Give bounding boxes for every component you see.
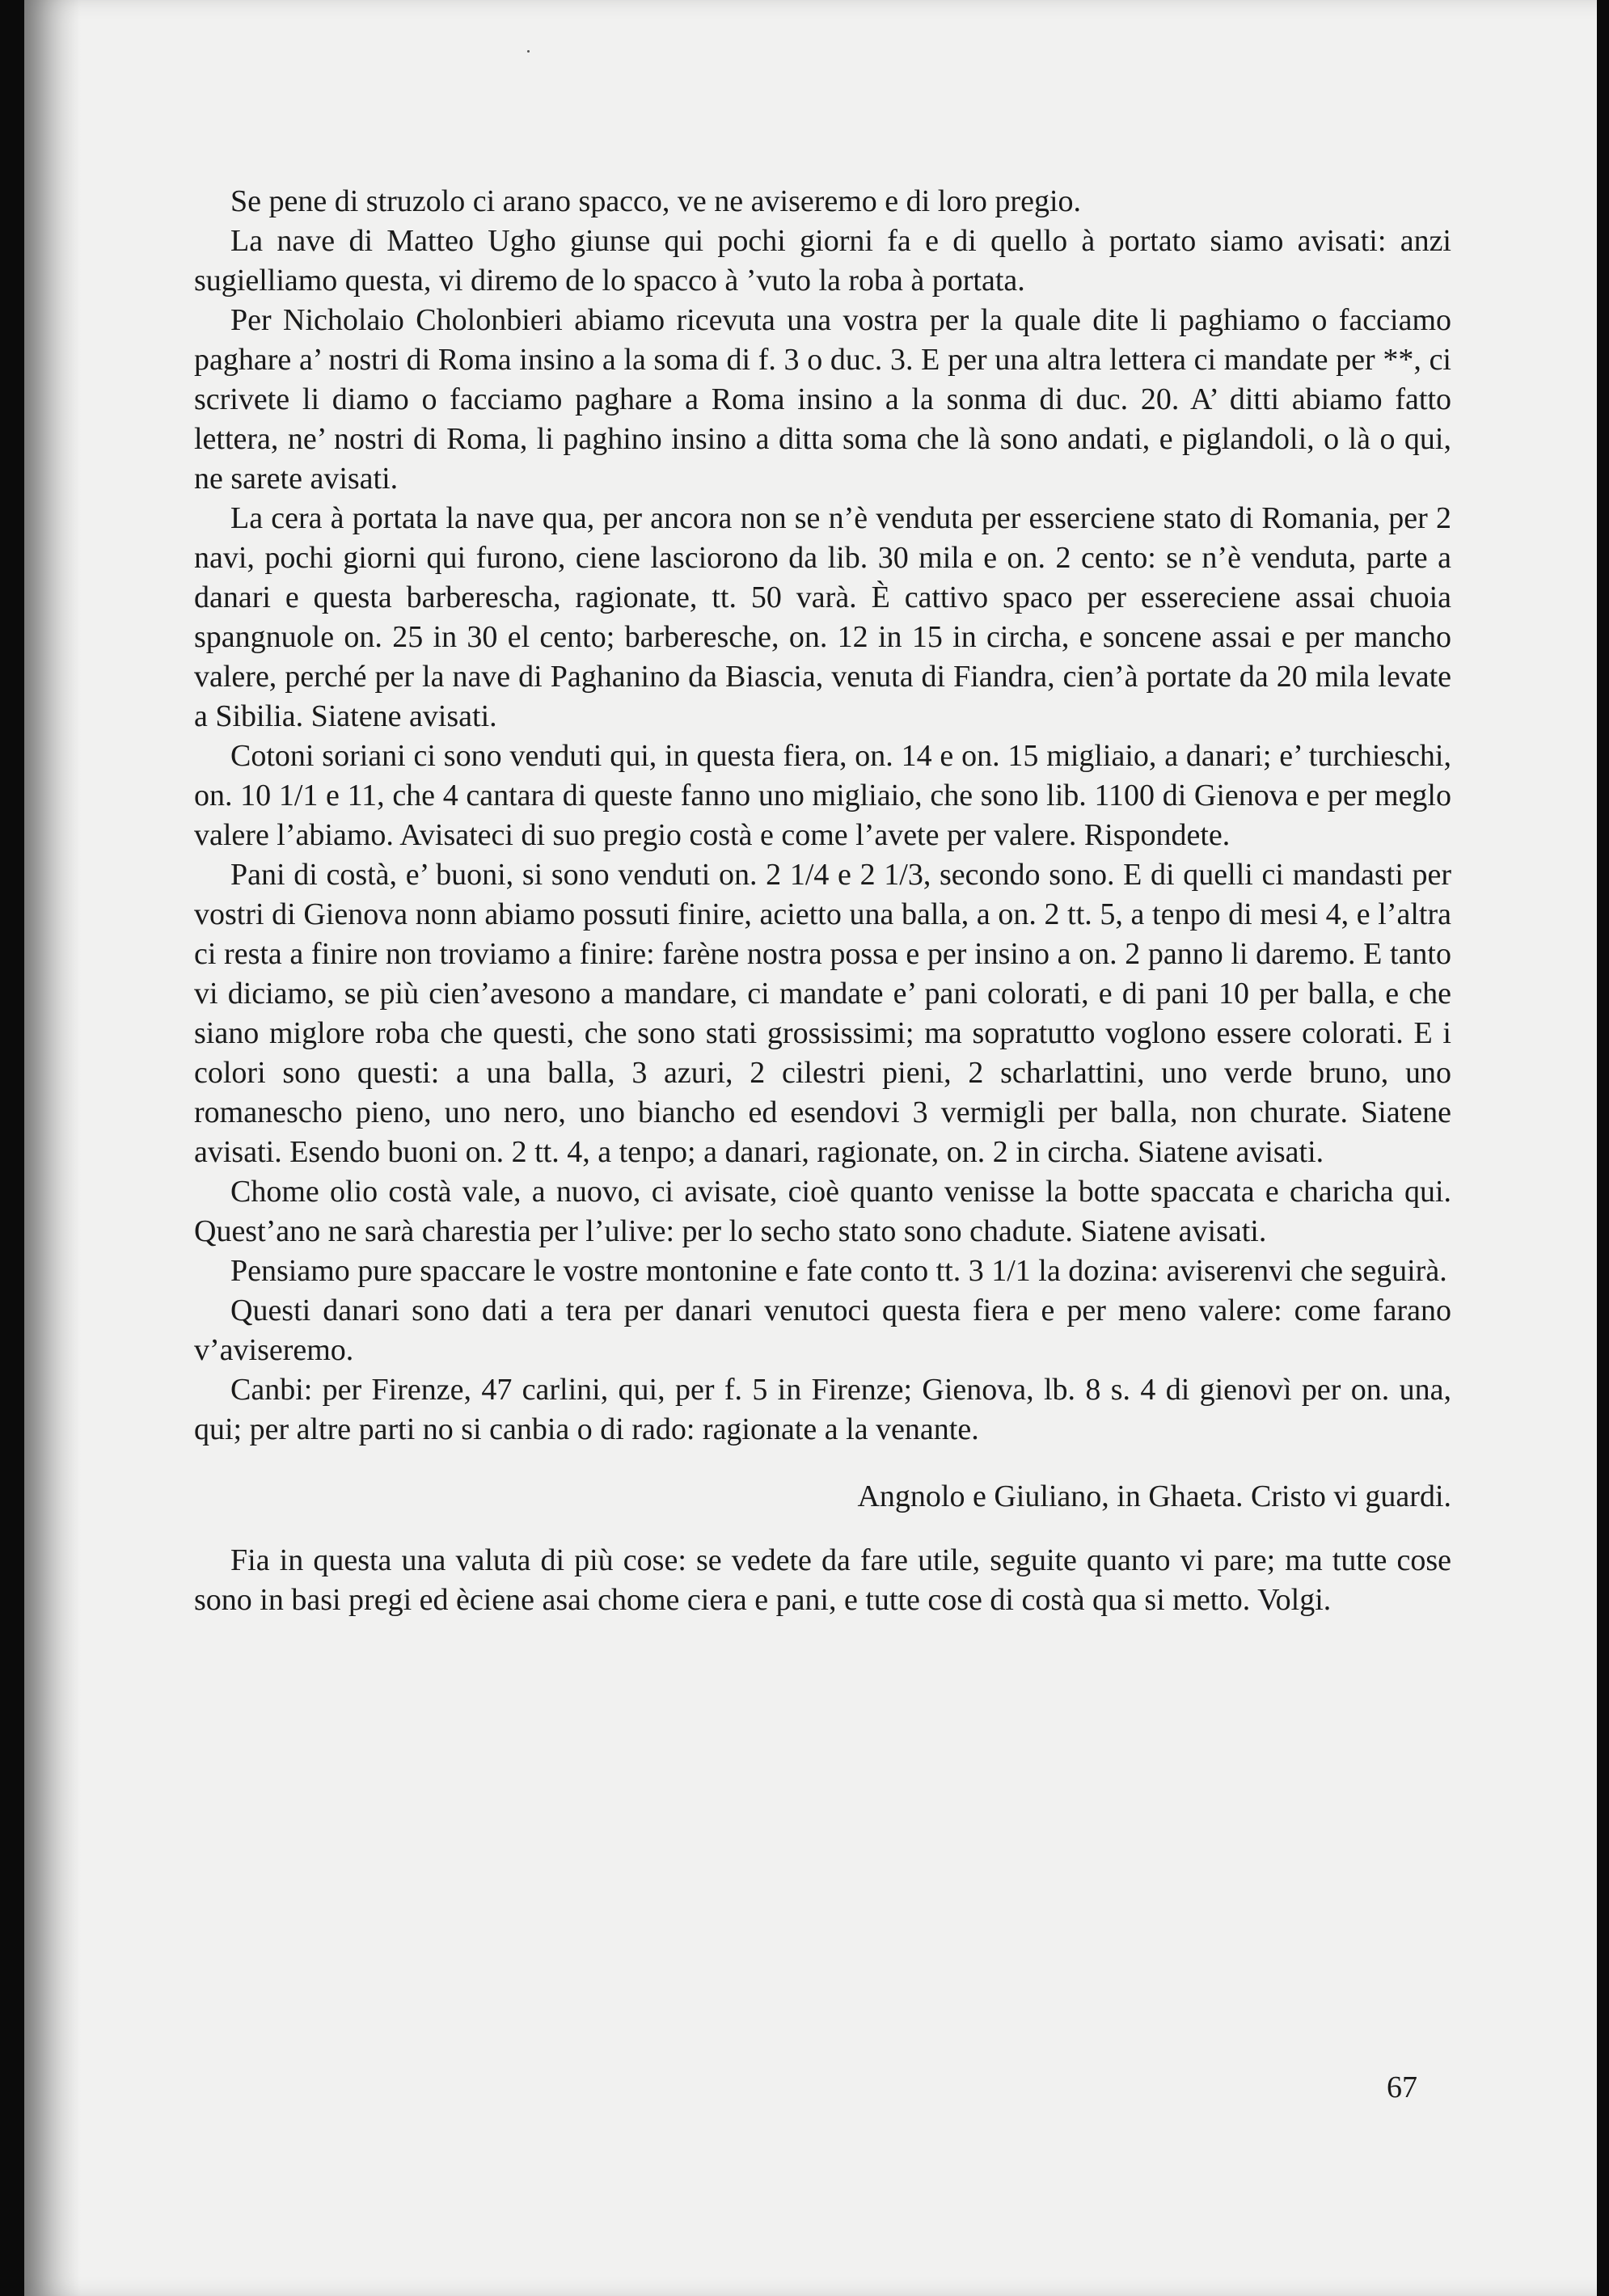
- paragraph-8: Pensiamo pure spaccare le vostre montonine e fate conto tt. 3 1/1 la dozina: aviserenvi che seguirà.: [230, 1254, 1447, 1288]
- signature-line: Angnolo e Giuliano, in Ghaeta. Cristo vi guardi.: [857, 1479, 1451, 1513]
- paragraph-6: Pani di costà, e’ buoni, si sono venduti on. 2 1/4 e 2 1/3, secondo sono. E di quelli ci mandasti per vostri di Gienova nonn abiamo possuti finire, acietto una balla, a on. 2 tt. 5, a tenpo di mesi 4, e l’altra ci resta a finire non troviamo a finire: farène nostra possa e per insino a on. 2 panno li daremo. E tanto vi diciamo, se più cien’avesono a mandare, ci mandate e’ pani colorati, e di pani 10 per balla, e che siano miglore roba che questi, che sono stati grossissimi; ma sopratutto voglono essere colorati. E i colori sono questi: a una balla, 3 azuri, 2 cilestri pieni, 2 scharlattini, uno verde bruno, uno romanescho pieno, uno nero, uno bianchо ed esendovi 3 vermigli per balla, non churate. Siatene avisati. Esendo buoni on. 2 tt. 4, a tenpo; a danari, ragionate, on. 2 in circha. Siatene avisati.: [194, 858, 1451, 1169]
- paragraph-4: La cera à portata la nave qua, per ancora non se n’è venduta per esserciene stato di Romania, per 2 navi, pochi giorni qui furono, ciene lasciorono da lib. 30 mila e on. 2 cento: se n’è venduta, parte a danari e questa barberescha, ragionate, tt. 50 varà. È cattivo spaco per essereciene assai chuoia spangnuole on. 25 in 30 el cento; barberesche, on. 12 in 15 in circha, e soncene assai e per mancho valere, perché per la nave di Paghanino da Biascia, venuta di Fiandra, cien’à portate da 20 mila levate a Sibilia. Siatene avisati.: [194, 501, 1451, 733]
- paragraph-2: La nave di Matteo Ugho giunse qui pochi giorni fa e di quello à portato siamo avisati: anzi sugielliamo questa, vi diremo de lo spacco à ’vuto la roba à portata.: [194, 224, 1451, 298]
- postscript: Fia in questa una valuta di più cose: se vedete da fare utile, seguite quanto vi pare; ma tutte cose sono in basi pregi ed èciene asai chome ciera e pani, e tutte cose di costà qua si metto. Volgi.: [194, 1543, 1451, 1617]
- book-page: [24, 0, 1597, 2296]
- paragraph-5: Cotoni soriani ci sono venduti qui, in questa fiera, on. 14 e on. 15 migliaio, a danari; e’ turchieschi, on. 10 1/1 e 11, che 4 cantara di queste fanno uno migliaio, che sono lib. 1100 di Gienova e per meglo valere l’abiamo. Avisateci di suo pregio costà e come l’avete per valere. Rispondete.: [194, 739, 1451, 852]
- paragraph-7: Chome olio costà vale, a nuovo, ci avisate, cioè quanto venisse la botte spaccata e charicha qui. Quest’ano ne sarà charestia per l’ulive: per lo secho stato sono chadute. Siatene avisati.: [194, 1175, 1451, 1248]
- page-number: 67: [1387, 2070, 1417, 2104]
- paragraph-1: Se pene di struzolo ci arano spacco, ve ne aviseremo e di loro pregio.: [230, 184, 1082, 218]
- letter-text: [194, 182, 1451, 1620]
- paragraph-9: Questi danari sono dati a tera per danari venutoci questa fiera e per meno valere: come farano v’aviseremo.: [194, 1294, 1451, 1367]
- paragraph-3: Per Nicholaio Cholonbieri abiamo ricevuta una vostra per la quale dite li paghiamo o facciamo paghare a’ nostri di Roma insino a la soma di f. 3 o duc. 3. E per una altra lettera ci mandate per **, ci scrivete li diamo o facciamo paghare a Roma insino a la sonma di duc. 20. A’ ditti abiamo fatto lettera, ne’ nostri di Roma, li paghino insino a ditta soma che là sono andati, e piglandoli, o là o qui, ne sarete avisati.: [194, 303, 1451, 496]
- paragraph-10: Canbi: per Firenze, 47 carlini, qui, per f. 5 in Firenze; Gienova, lb. 8 s. 4 di gienovì per on. una, qui; per altre parti no si canbia o di rado: ragionate a la venante.: [194, 1373, 1451, 1446]
- paper-speck: [527, 50, 530, 53]
